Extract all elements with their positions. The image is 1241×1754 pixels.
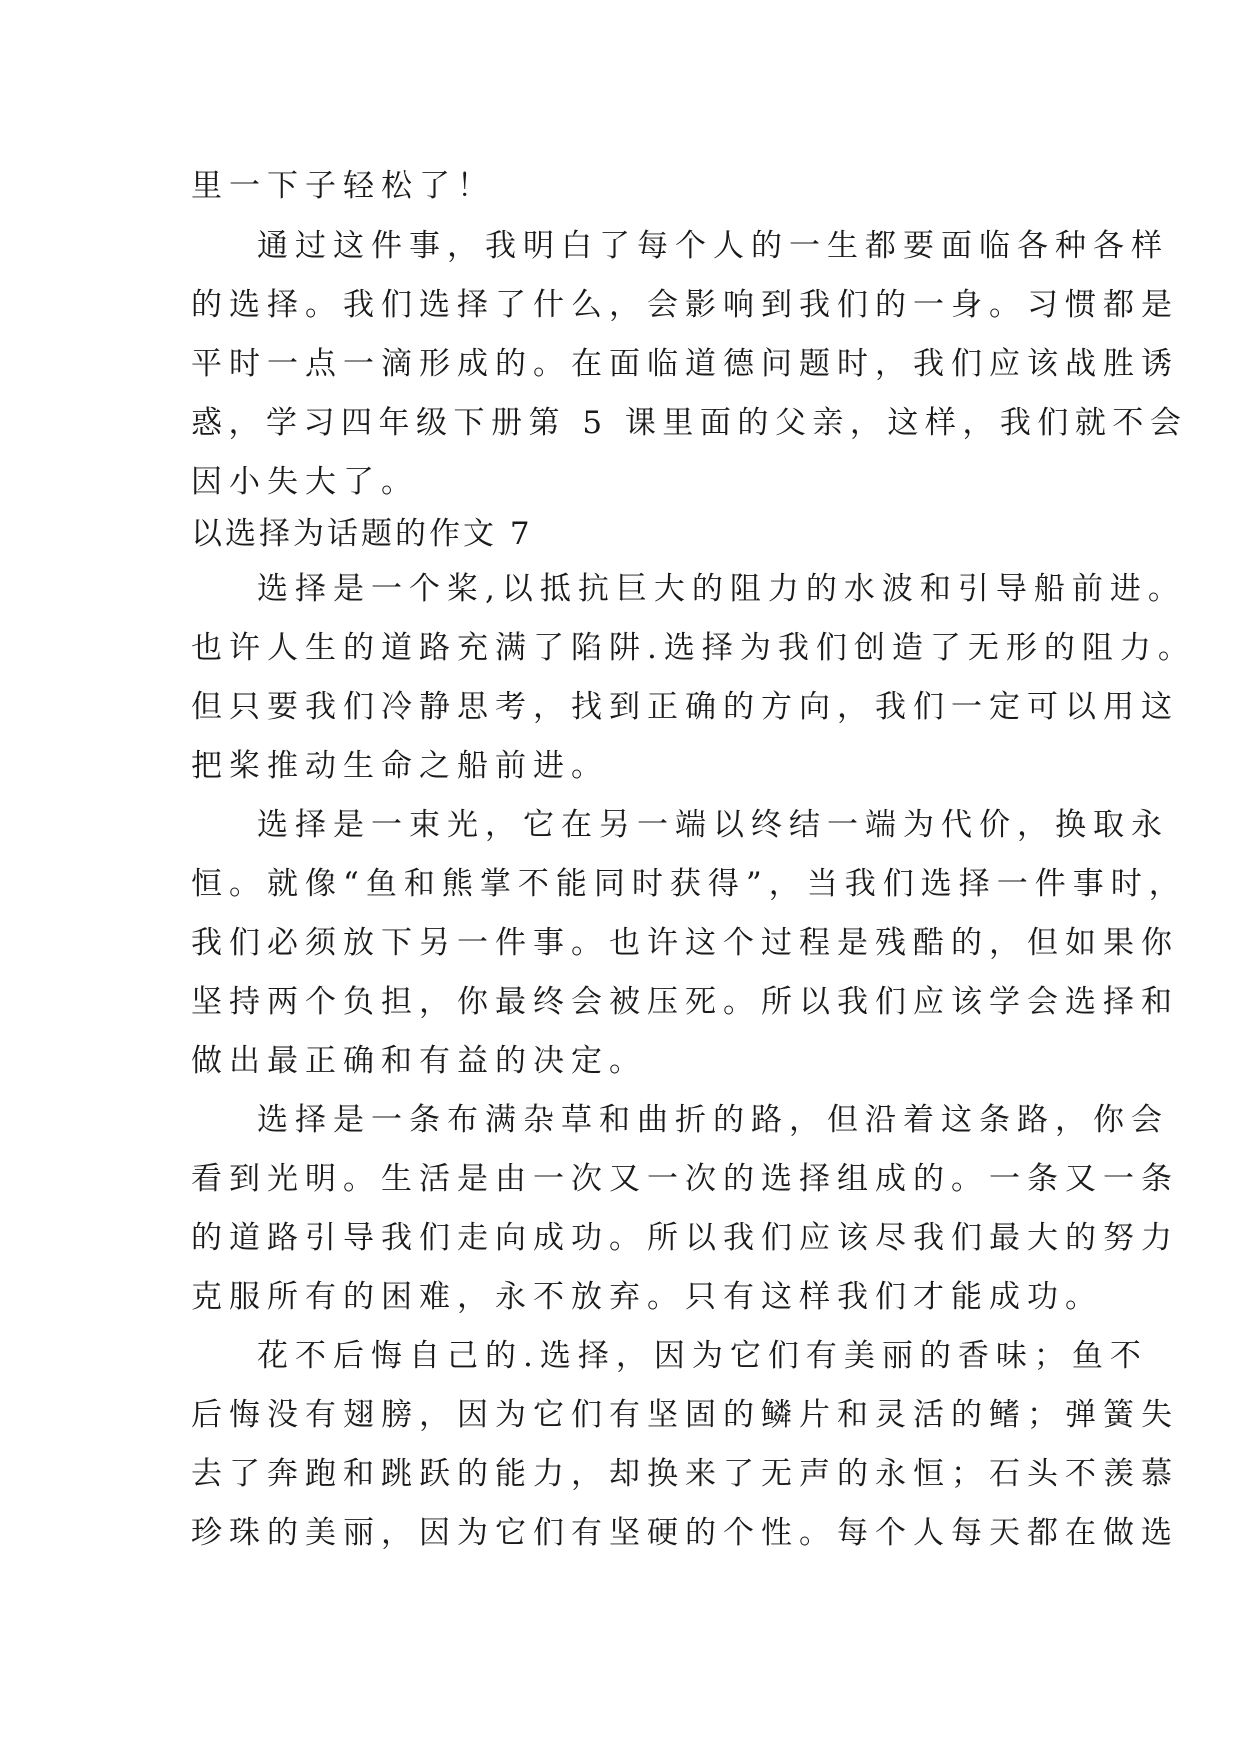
- paragraph-line: 选择是一条布满杂草和曲折的路，但沿着这条路，你会: [257, 1102, 1169, 1138]
- paragraph-line: 克服所有的困难，永不放弃。只有这样我们才能成功。: [191, 1279, 1103, 1315]
- paragraph-line: 选择是一个桨,以抵抗巨大的阻力的水波和引导船前进。: [257, 571, 1186, 607]
- paragraph-line: 里一下子轻松了！: [191, 168, 495, 204]
- paragraph-line: 看到光明。生活是由一次又一次的选择组成的。一条又一条: [191, 1161, 1179, 1197]
- paragraph-line: 的道路引导我们走向成功。所以我们应该尽我们最大的努力: [191, 1220, 1179, 1256]
- paragraph-line: 因小失大了。: [191, 464, 419, 500]
- paragraph-line: 通过这件事，我明白了每个人的一生都要面临各种各样: [257, 228, 1169, 264]
- paragraph-line: 我们必须放下另一件事。也许这个过程是残酷的，但如果你: [191, 925, 1179, 961]
- paragraph-line: 珍珠的美丽，因为它们有坚硬的个性。每个人每天都在做选: [191, 1515, 1179, 1551]
- paragraph-line: 惑，学习四年级下册第 5 课里面的父亲，这样，我们就不会: [191, 405, 1188, 441]
- paragraph-line: 平时一点一滴形成的。在面临道德问题时，我们应该战胜诱: [191, 346, 1179, 382]
- paragraph-line: 后悔没有翅膀，因为它们有坚固的鳞片和灵活的鳍；弹簧失: [191, 1397, 1179, 1433]
- paragraph-line: 把桨推动生命之船前进。: [191, 748, 609, 784]
- paragraph-line: 选择是一束光，它在另一端以终结一端为代价，换取永: [257, 807, 1169, 843]
- paragraph-line: 也许人生的道路充满了陷阱.选择为我们创造了无形的阻力。: [191, 630, 1196, 666]
- paragraph-line: 做出最正确和有益的决定。: [191, 1043, 647, 1079]
- paragraph-line: 的选择。我们选择了什么，会影响到我们的一身。习惯都是: [191, 287, 1179, 323]
- paragraph-line: 恒。就像“鱼和熊掌不能同时获得”，当我们选择一件事时，: [191, 866, 1187, 902]
- paragraph-line: 坚持两个负担，你最终会被压死。所以我们应该学会选择和: [191, 984, 1179, 1020]
- paragraph-line: 花不后悔自己的.选择，因为它们有美丽的香味；鱼不: [257, 1338, 1148, 1374]
- paragraph-line: 去了奔跑和跳跃的能力，却换来了无声的永恒；石头不羡慕: [191, 1456, 1179, 1492]
- section-heading: 以选择为话题的作文 7: [191, 516, 533, 552]
- paragraph-line: 但只要我们冷静思考，找到正确的方向，我们一定可以用这: [191, 689, 1179, 725]
